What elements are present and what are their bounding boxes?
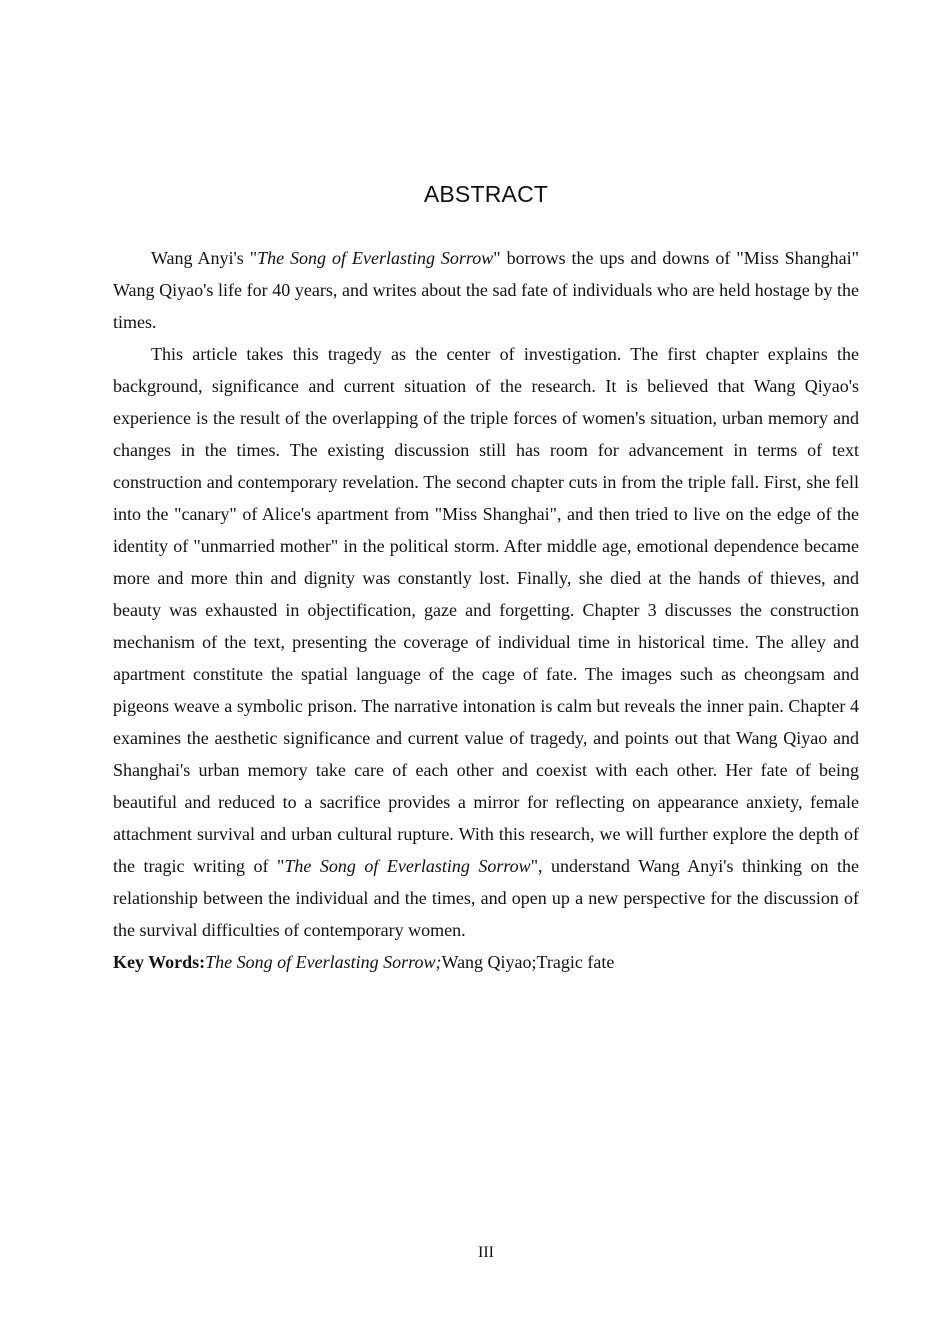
keywords-label: Key Words:	[113, 952, 206, 972]
paragraph-1-book-title: The Song of Everlasting Sorrow	[257, 248, 494, 268]
paragraph-1-text-start: Wang Anyi's "	[151, 248, 258, 268]
paragraph-2-text-start: This article takes this tragedy as the center of investigation. The first chapter explains the background, significance and current situation of the research. It is believed that Wang Qiyao's experience is the result of the overlapping of the triple forces of women's situation, urban memory and changes in the times. The existing discussion still has room for advancement in terms of text construction and contemporary revelation. The second chapter cuts in from the triple fall. First, she fell into the "canary" of Alice's apartment from "Miss Shanghai", and then tried to live on the edge of the identity of "unmarried mother" in the political storm. After middle age, emotional dependence became more and more thin and dignity was constantly lost. Finally, she died at the hands of thieves, and beauty was exhausted in objectification, gaze and forgetting. Chapter 3 discusses the construction mechanism of the text, presenting the coverage of individual time in historical time. The alley and apartment constitute the spatial language of the cage of fate. The images such as cheongsam and pigeons weave a symbolic prison. The narrative intonation is calm but reveals the inner pain. Chapter 4 examines the aesthetic significance and current value of tragedy, and points out that Wang Qiyao and Shanghai's urban memory take care of each other and coexist with each other. Her fate of being beautiful and reduced to a sacrifice provides a mirror for reflecting on appearance anxiety, female attachment survival and urban cultural rupture. With this research, we will further explore the depth of the tragic writing of "	[113, 344, 859, 876]
abstract-body	[113, 242, 859, 978]
page-title: ABSTRACT	[423, 181, 549, 207]
abstract-paragraph-2	[113, 338, 859, 946]
paragraph-2-text-end: ", understand Wang Anyi's thinking on the relationship between the individual and the times, and open up a new perspective for the discussion of the survival difficulties of contemporary women.	[113, 856, 859, 940]
keywords-line	[113, 946, 859, 978]
abstract-paragraph-1	[113, 242, 859, 338]
paragraph-2-book-title: The Song of Everlasting Sorrow	[284, 856, 531, 876]
page-number: III	[478, 1244, 494, 1261]
keywords-rest: Wang Qiyao;Tragic fate	[441, 952, 615, 972]
keywords-book-title: The Song of Everlasting Sorrow;	[205, 952, 442, 972]
paragraph-1-text-end: " borrows the ups and downs of "Miss Shanghai" Wang Qiyao's life for 40 years, and writes about the sad fate of individuals who are held hostage by the times.	[113, 248, 860, 332]
